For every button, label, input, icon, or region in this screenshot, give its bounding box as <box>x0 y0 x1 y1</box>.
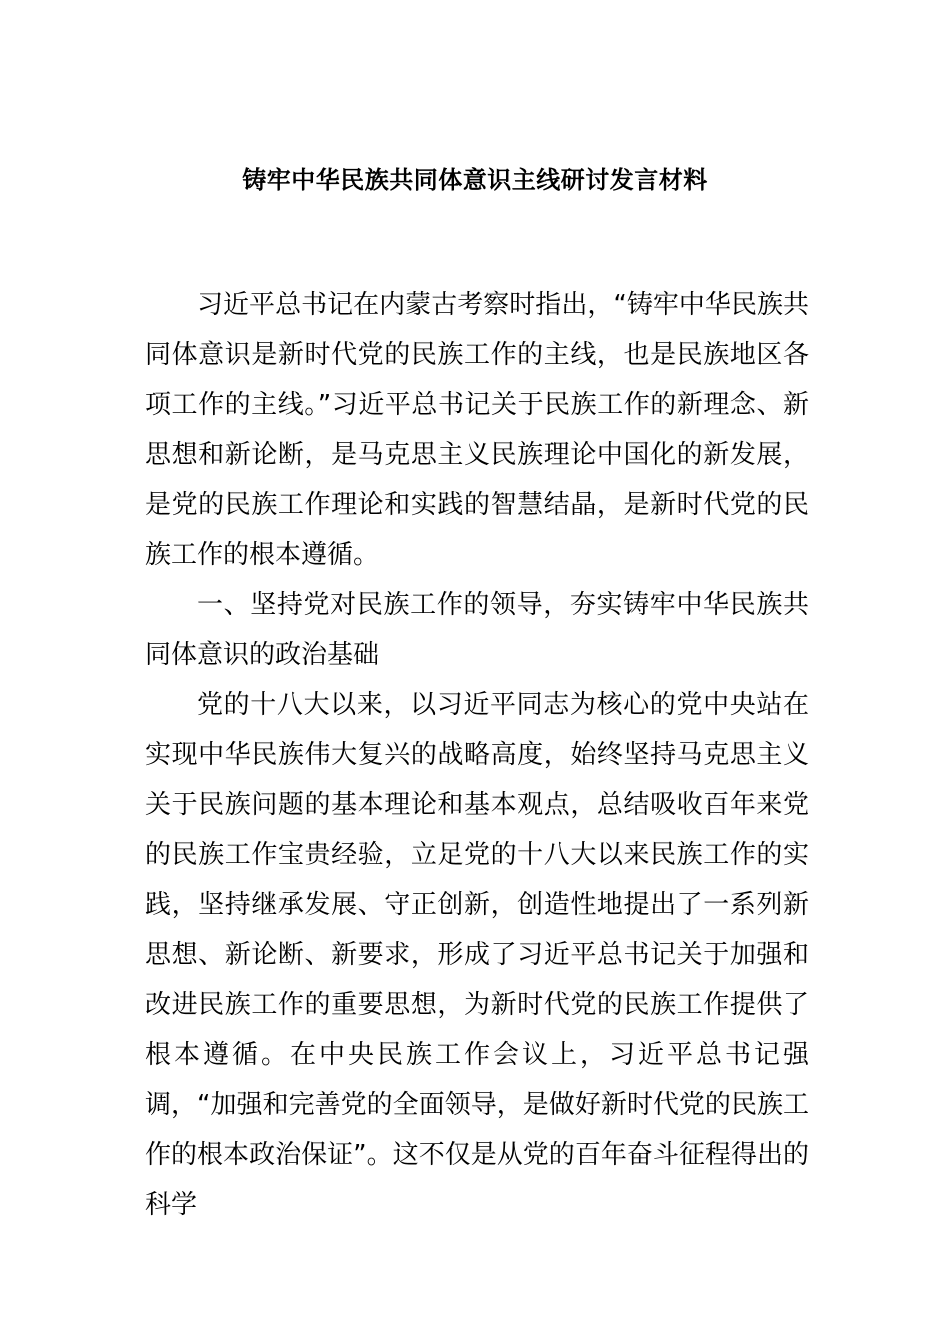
document-title: 铸牢中华民族共同体意识主线研讨发言材料 <box>242 166 708 194</box>
paragraph-section-1: 党的十八大以来，以习近平同志为核心的党中央站在实现中华民族伟大复兴的战略高度，始终坚持马克思主义关于民族问题的基本理论和基本观点，总结吸收百年来党的民族工作宝贵经验，立足党的十八大以来民族工作的实践，坚持继承发展、守正创新，创造性地提出了一系列新思想、新论断、新要求，形成了习近平总书记关于加强和改进民族工作的重要思想，为新时代党的民族工作提供了根本遵循。在中央民族工作会议上，习近平总书记强调，“加强和完善党的全面领导，是做好新时代党的民族工作的根本政治保证”。这不仅是从党的百年奋斗征程得出的科学 <box>145 690 809 1220</box>
section-heading-1: 一、坚持党对民族工作的领导，夯实铸牢中华民族共同体意识的政治基础 <box>145 590 809 670</box>
document-body <box>145 280 809 1230</box>
paragraph-intro: 习近平总书记在内蒙古考察时指出，“铸牢中华民族共同体意识是新时代党的民族工作的主线，也是民族地区各项工作的主线。”习近平总书记关于民族工作的新理念、新思想和新论断，是马克思主义民族理论中国化的新发展，是党的民族工作理论和实践的智慧结晶，是新时代党的民族工作的根本遵循。 <box>145 290 809 570</box>
